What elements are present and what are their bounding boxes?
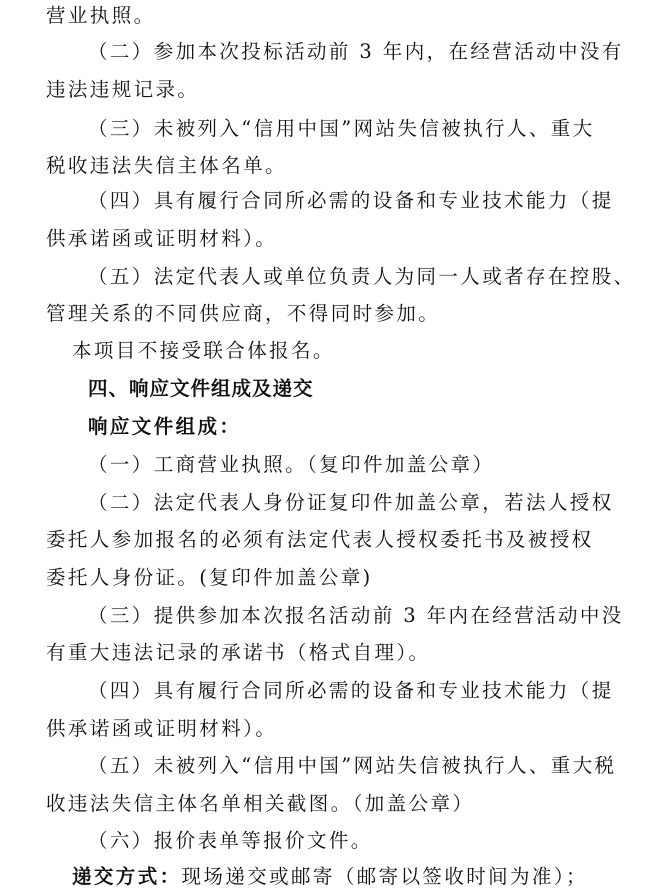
delivery-text: 现场递交或邮寄（邮寄以签收时间为准）； <box>181 865 588 888</box>
delivery-label: 递交方式： <box>72 865 182 888</box>
text-line: （二）法定代表人身份证复印件加盖公章，若法人授权 <box>88 491 614 514</box>
text-line: （三）未被列入“信用中国”网站失信被执行人、重大 <box>88 117 595 140</box>
text-line: 有重大违法记录的承诺书（格式自理）。 <box>46 641 431 664</box>
text-line: （三）提供参加本次报名活动前 3 年内在经营活动中没 <box>88 604 624 627</box>
text-line: 供承诺函或证明材料）。 <box>46 717 278 740</box>
delivery-line <box>72 864 588 890</box>
text-line: （一）工商营业执照。（复印件加盖公章） <box>88 453 495 476</box>
text-line: （四）具有履行合同所必需的设备和专业技术能力（提 <box>88 189 614 212</box>
text-line: 税收违法失信主体名单。 <box>46 154 287 177</box>
text-line: 收违法失信主体名单相关截图。（加盖公章） <box>46 792 475 815</box>
text-line: （四）具有履行合同所必需的设备和专业技术能力（提 <box>88 679 614 702</box>
text-line: 营业执照。 <box>46 4 156 27</box>
text-line: （六）报价表单等报价文件。 <box>88 829 373 852</box>
text-line: 委托人身份证。(复印件加盖公章) <box>46 566 373 589</box>
text-line: 供承诺函或证明材料）。 <box>46 227 278 250</box>
text-line: 管理关系的不同供应商，不得同时参加。 <box>46 302 441 325</box>
text-line: 违法违规记录。 <box>46 78 200 101</box>
text-line: （五）未被列入“信用中国”网站失信被执行人、重大税 <box>88 754 617 777</box>
text-line: （二）参加本次投标活动前 3 年内，在经营活动中没有 <box>88 40 624 63</box>
section-heading: 四、响应文件组成及递交 <box>88 377 314 400</box>
text-line: （五）法定代表人或单位负责人为同一人或者存在控股、 <box>88 265 636 288</box>
text-line: 本项目不接受联合体报名。 <box>72 339 335 362</box>
subheading: 响应文件组成： <box>88 415 242 438</box>
text-line: 委托人参加报名的必须有法定代表人授权委托书及被授权 <box>46 528 594 551</box>
